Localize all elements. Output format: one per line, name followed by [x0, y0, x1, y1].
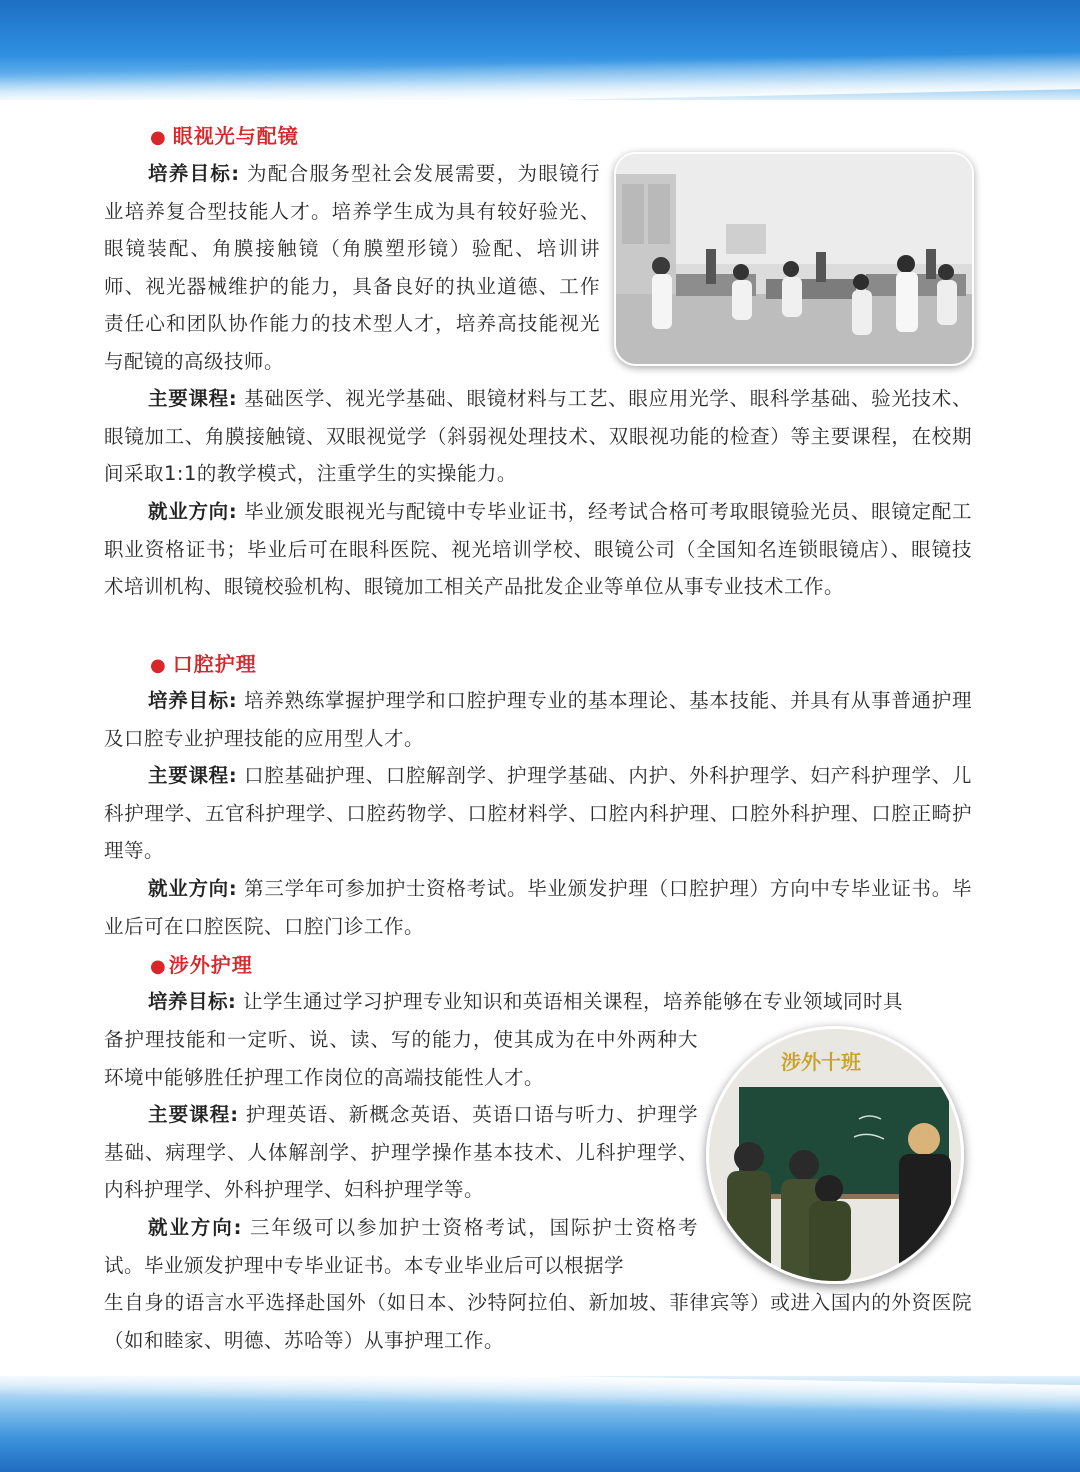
foreign-job-continuation: 生自身的语言水平选择赴国外（如日本、沙特阿拉伯、新加坡、菲律宾等）或进入国内的外资医院（如和睦家、明德、苏哈等）从事护理工作。: [104, 1291, 972, 1352]
course-text: 护理英语、新概念英语、英语口语与听力、护理学基础、病理学、人体解剖学、护理学操作基本技术、儿科护理学、内科护理学、外科护理学、妇科护理学等。: [104, 1103, 698, 1201]
bullet-dot-icon: ●: [150, 956, 167, 977]
foreign-goal-paragraph: [104, 983, 972, 1021]
foreign-goal-continuation: 备护理技能和一定听、说、读、写的能力，使其成为在中外两种大环境中能够胜任护理工作岗位的高端技能性人才。: [104, 1028, 698, 1089]
job-text: 毕业颁发眼视光与配镜中专毕业证书，经考试合格可考取眼镜验光员、眼镜定配工职业资格证书；毕业后可在眼科医院、视光培训学校、眼镜公司（全国知名连锁眼镜店）、眼镜技术培训机构、眼镜校验机构、眼镜加工相关产品批发企业等单位从事专业技术工作。: [104, 500, 972, 598]
course-label: 主要课程:: [148, 764, 238, 787]
goal-label: 培养目标:: [148, 689, 238, 712]
job-text: 第三学年可参加护士资格考试。毕业颁发护理（口腔护理）方向中专毕业证书。毕业后可在口腔医院、口腔门诊工作。: [104, 877, 972, 938]
board-caption: 涉外十班: [781, 1050, 861, 1074]
goal-text: 让学生通过学习护理专业知识和英语相关课程，培养能够在专业领域同时具: [243, 990, 904, 1013]
foreign-course-paragraph: [104, 1096, 698, 1209]
optometry-lab-photo: [614, 152, 974, 366]
optometry-course-paragraph: [104, 380, 972, 493]
goal-text: 为配合服务型社会发展需要，为眼镜行业培养复合型技能人才。培养学生成为具有较好验光、眼镜装配、角膜接触镜（角膜塑形镜）验配、培训讲师、视光器械维护的能力，具备良好的执业道德、工作责任心和团队协作能力的技术型人才，培养高技能视光与配镜的高级技师。: [104, 162, 600, 373]
goal-label: 培养目标:: [148, 990, 237, 1013]
job-text: 三年级可以参加护士资格考试，国际护士资格考试。毕业颁发护理中专毕业证书。本专业毕业后可以根据学: [104, 1216, 698, 1277]
job-label: 就业方向:: [148, 877, 238, 900]
classroom-blackboard-photo: [706, 1026, 964, 1284]
job-label: 就业方向:: [148, 500, 238, 523]
bullet-dot-icon: ●: [150, 655, 167, 676]
foreign-job-paragraph: [104, 1209, 698, 1285]
bullet-dot-icon: ●: [150, 127, 167, 148]
section-heading-optometry: ● 眼视光与配镜: [150, 124, 299, 148]
course-label: 主要课程:: [148, 1103, 239, 1126]
goal-label: 培养目标:: [148, 162, 240, 185]
top-decorative-band: [0, 0, 1080, 100]
dental-goal-paragraph: [104, 682, 972, 757]
bottom-decorative-band: [0, 1376, 1080, 1472]
section-heading-foreign-nursing: ● 涉外护理: [150, 953, 253, 977]
goal-text: 培养熟练掌握护理学和口腔护理专业的基本理论、基本技能、并具有从事普通护理及口腔专业护理技能的应用型人才。: [104, 689, 972, 750]
course-text: 基础医学、视光学基础、眼镜材料与工艺、眼应用光学、眼科学基础、验光技术、眼镜加工、角膜接触镜、双眼视觉学（斜弱视处理技术、双眼视功能的检查）等主要课程，在校期间采取1:1的教学模式，注重学生的实操能力。: [104, 387, 972, 485]
job-label: 就业方向:: [148, 1216, 242, 1239]
dental-course-paragraph: [104, 757, 972, 870]
course-text: 口腔基础护理、口腔解剖学、护理学基础、内护、外科护理学、妇产科护理学、儿科护理学、五官科护理学、口腔药物学、口腔材料学、口腔内科护理、口腔外科护理、口腔正畸护理等。: [104, 764, 972, 862]
course-label: 主要课程:: [148, 387, 238, 410]
optometry-goal-paragraph: [104, 155, 600, 380]
optometry-job-paragraph: [104, 493, 972, 606]
dental-job-paragraph: [104, 870, 972, 945]
section-heading-dental-nursing: ● 口腔护理: [150, 652, 257, 676]
